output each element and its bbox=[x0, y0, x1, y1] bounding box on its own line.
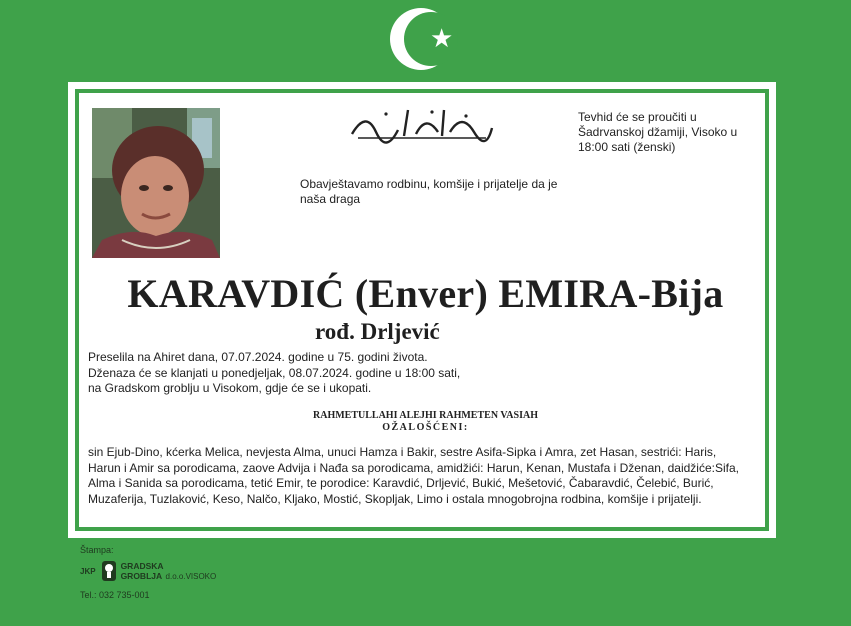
printer-phone: Tel.: 032 735-001 bbox=[80, 590, 150, 600]
details-line: Preselila na Ahiret dana, 07.07.2024. godine u 75. godini života. bbox=[88, 350, 428, 364]
logo-suffix: d.o.o.VISOKO bbox=[165, 571, 217, 581]
prayer-line: RAHMETULLAHI ALEJHI RAHMETEN VASIAH bbox=[313, 410, 538, 421]
details-line: na Gradskom groblju u Visokom, gdje će se i ukopati. bbox=[88, 381, 372, 395]
tevhid-announcement: Tevhid će se proučiti u Šadrvanskoj džamiji, Visoko u 18:00 sati (ženski) bbox=[578, 110, 738, 154]
logo-prefix: JKP bbox=[80, 566, 96, 576]
mourners-list: sin Ejub-Dino, kćerka Melica, nevjesta Alma, unuci Hamza i Bakir, sestre Asifa-Sipka i Amra, zet Hasan, sestrići: Haris, Harun i Amir sa porodicama, zaove Advija i Nađa sa porodicama, amidžići: Harun, Kenan, Mustafa i Dženan, daidžiće:Sifa, Alma i Sanida sa porodicama, tetić Emir, te porodice: Karavdić, Drljević, Bukić, Mešetović, Čabaravdić, Čelebić, Burić, Muzaferija, Tuzlaković, Keso, Nalčo, Kljako, Mostić, Skopljak, Limo i ostala mnogobrojna rodbina, komšije i prijatelji. bbox=[88, 445, 739, 506]
logo-text bbox=[121, 561, 164, 581]
maiden-name: rođ. Drljević bbox=[315, 319, 440, 344]
funeral-details bbox=[88, 350, 508, 397]
portrait-photo bbox=[92, 108, 220, 258]
mourners-heading: OŽALOŠĆENI: bbox=[382, 422, 469, 433]
details-line: Dženaza će se klanjati u ponedjeljak, 08.07.2024. godine u 18:00 sati, bbox=[88, 365, 461, 380]
intro-text: Obavještavamo rodbinu, komšije i prijatelje da je naša draga bbox=[300, 177, 558, 206]
gradska-groblja-logo-icon bbox=[100, 560, 118, 582]
logo-line: GROBLJA bbox=[120, 571, 163, 581]
printer-logo bbox=[80, 560, 216, 582]
deceased-name: KARAVDIĆ (Enver) EMIRA-Bija bbox=[127, 271, 724, 316]
logo-line: GRADSKA bbox=[120, 561, 164, 571]
crescent-star-icon: ★ bbox=[390, 8, 460, 78]
print-label: Štampa: bbox=[80, 545, 114, 555]
arabic-calligraphy bbox=[346, 102, 496, 144]
